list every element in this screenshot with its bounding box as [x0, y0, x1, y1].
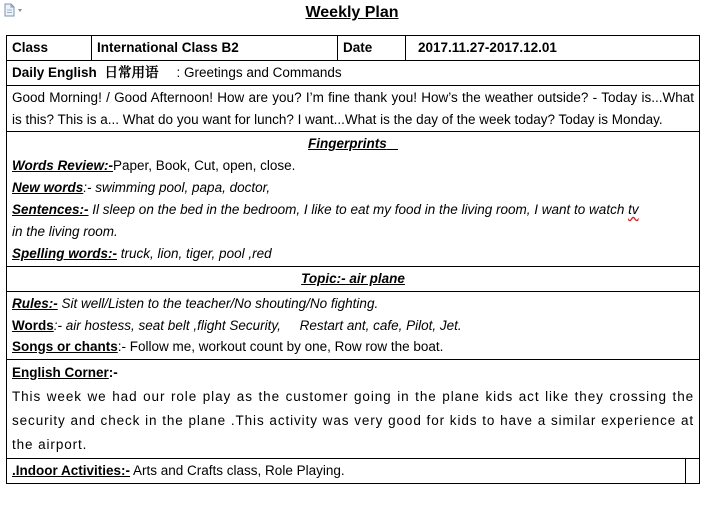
sentences-tail: in the living room. [12, 224, 118, 239]
header-row [7, 36, 700, 61]
weekly-plan-table [6, 35, 700, 484]
sentences-text: Il sleep on the bed in the bedroom, I like to eat my food in the living room, I want to watch [88, 202, 629, 217]
english-corner-row [7, 359, 700, 458]
indoor-label: .Indoor Activities:- [12, 462, 131, 478]
words-text: :- air hostess, seat belt ,flight Security, Restart ant, cafe, Pilot, Jet. [53, 317, 462, 333]
rules-cell [7, 292, 700, 360]
indoor-cell [7, 458, 686, 483]
songs-text: :- Follow me, workout count by one, Row row the boat. [117, 339, 444, 354]
topic-value: air plane [349, 271, 405, 286]
date-label: Date [338, 36, 406, 61]
sentences-label: Sentences:- [12, 202, 89, 217]
rules-text: Sit well/Listen to the teacher/No shouting/No fighting. [57, 296, 379, 311]
indoor-row [7, 458, 700, 483]
topic-label: Topic:- [301, 271, 346, 286]
class-value: International Class B2 [92, 36, 338, 61]
topic-cell [7, 267, 700, 292]
fingerprints-heading: Fingerprints [307, 136, 387, 151]
sentences-tv: tv [628, 202, 639, 217]
daily-english-text: Good Morning! / Good Afternoon! How are you? I’m fine thank you! How’s the weather outside? - Today is...What is this? This is a... What do you want for lunch? I want...What is the day of the week today? Today is Monday. [7, 86, 700, 132]
english-corner-cell [7, 359, 700, 458]
english-corner-label: English Corner [12, 364, 109, 380]
daily-english-row [7, 61, 700, 86]
rules-row [7, 292, 700, 360]
rules-line [12, 293, 694, 315]
words-line [12, 315, 694, 337]
new-words-line [12, 177, 694, 199]
sentences-line [12, 199, 694, 243]
words-label: Words [12, 317, 54, 333]
words-review-line [12, 155, 694, 177]
indoor-text: Arts and Crafts class, Role Playing. [130, 462, 345, 478]
daily-english-chinese: 日常用语 [104, 65, 159, 81]
fingerprints-cell [7, 132, 700, 267]
spelling-line [12, 243, 694, 265]
page-title: Weekly Plan [305, 4, 399, 21]
daily-english-cell [7, 61, 700, 86]
rules-label: Rules:- [12, 296, 58, 311]
new-words-text: :- swimming pool, papa, doctor, [83, 180, 271, 195]
daily-english-text-row [7, 86, 700, 132]
spelling-text: truck, lion, tiger, pool ,red [117, 246, 272, 261]
words-review-text: Paper, Book, Cut, open, close. [113, 158, 296, 173]
words-review-label: Words Review:- [12, 158, 114, 173]
english-corner-heading: English Corner:- [12, 364, 118, 380]
spelling-label: Spelling words:- [12, 246, 118, 261]
class-label: Class [7, 36, 92, 61]
indoor-empty-cell [686, 458, 700, 483]
songs-label: Songs or chants [12, 339, 118, 354]
daily-english-label: Daily English [12, 65, 97, 80]
date-value: 2017.11.27-2017.12.01 [406, 36, 700, 61]
new-words-label: New words [12, 180, 84, 195]
topic-row [7, 267, 700, 292]
english-corner-text: This week we had our role play as the customer going in the plane kids act like they crossing the security and check in the plane .This activity was very good for kids to have a similar experience at the airport. [12, 388, 695, 452]
songs-line [12, 336, 694, 358]
daily-english-topic: : Greetings and Commands [176, 65, 342, 80]
fingerprints-row [7, 132, 700, 267]
